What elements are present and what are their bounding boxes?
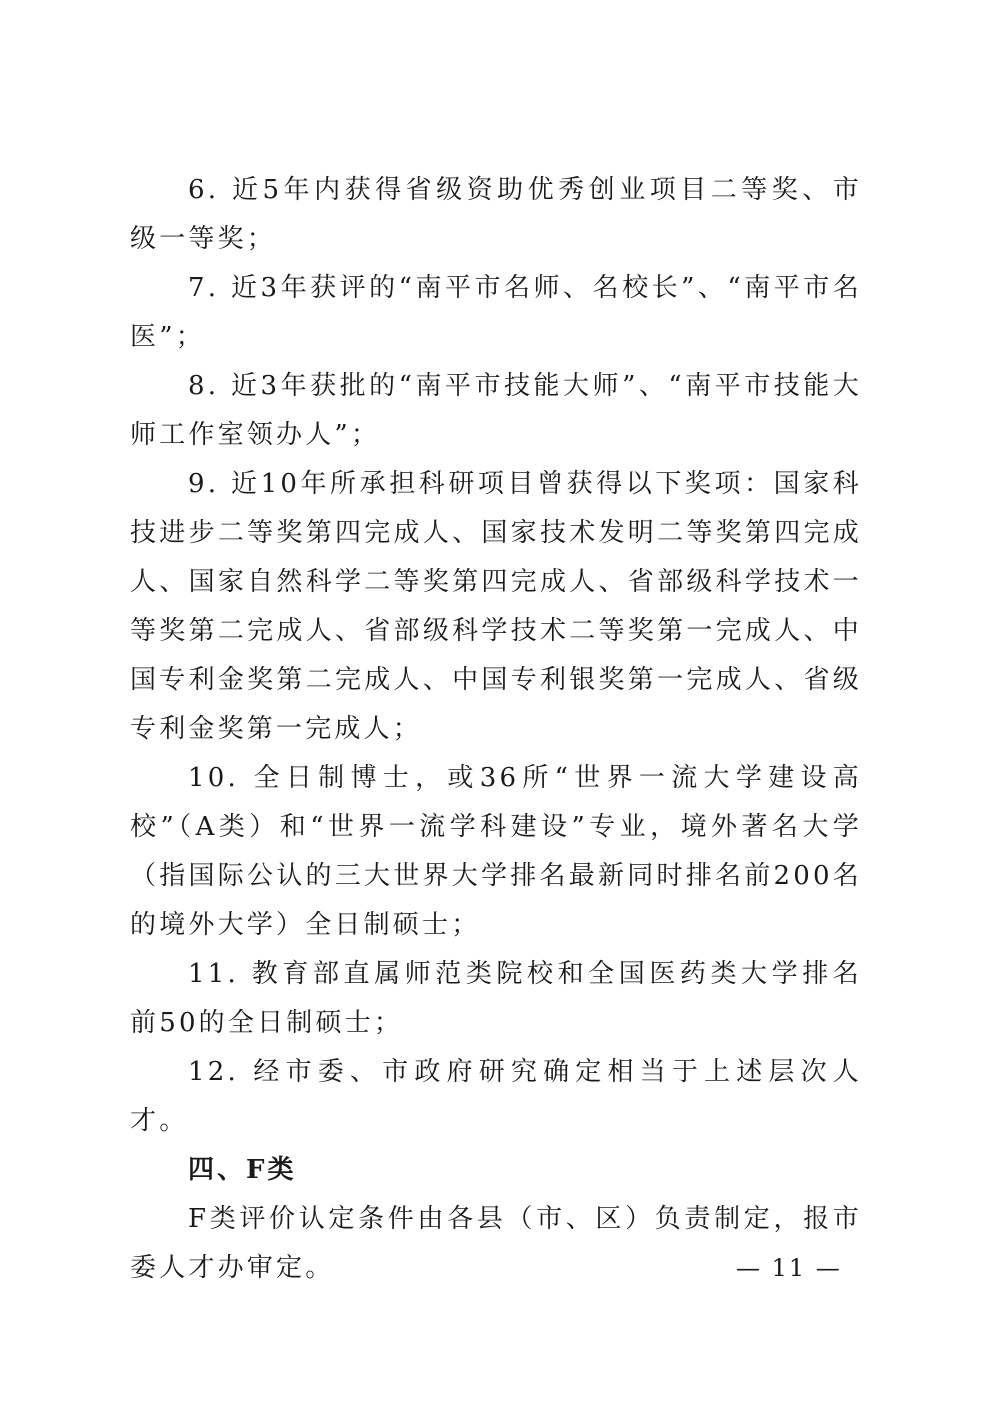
list-item-12: 12. 经市委、市政府研究确定相当于上述层次人才。 — [130, 1057, 862, 1136]
list-item-6: 6. 近5年内获得省级资助优秀创业项目二等奖、市级一等奖； — [130, 175, 862, 254]
list-item-11: 11. 教育部直属师范类院校和全国医药类大学排名前50的全日制硕士； — [130, 959, 862, 1038]
section-paragraph: F类评价认定条件由各县（市、区）负责制定，报市委人才办审定。 — [130, 1204, 862, 1283]
list-item-8: 8. 近3年获批的“南平市技能大师”、“南平市技能大师工作室领办人”； — [130, 371, 862, 450]
list-item-9: 9. 近10年所承担科研项目曾获得以下奖项：国家科技进步二等奖第四完成人、国家技术发明二等奖第四完成人、国家自然科学二等奖第四完成人、省部级科学技术一等奖第二完成人、省部级科学技术二等奖第一完成人、中国专利金奖第二完成人、中国专利银奖第一完成人、省级专利金奖第一完成人； — [130, 469, 862, 744]
section-heading: 四、F类 — [188, 1155, 297, 1185]
page-number: — 11 — — [736, 1254, 842, 1282]
list-item-10: 10. 全日制博士，或36所“世界一流大学建设高校”（A类）和“世界一流学科建设”专业，境外著名大学（指国际公认的三大世界大学排名最新同时排名前200名的境外大学）全日制硕士； — [130, 763, 862, 940]
document-body — [130, 166, 862, 1293]
list-item-7: 7. 近3年获评的“南平市名师、名校长”、“南平市名医”； — [130, 273, 862, 352]
